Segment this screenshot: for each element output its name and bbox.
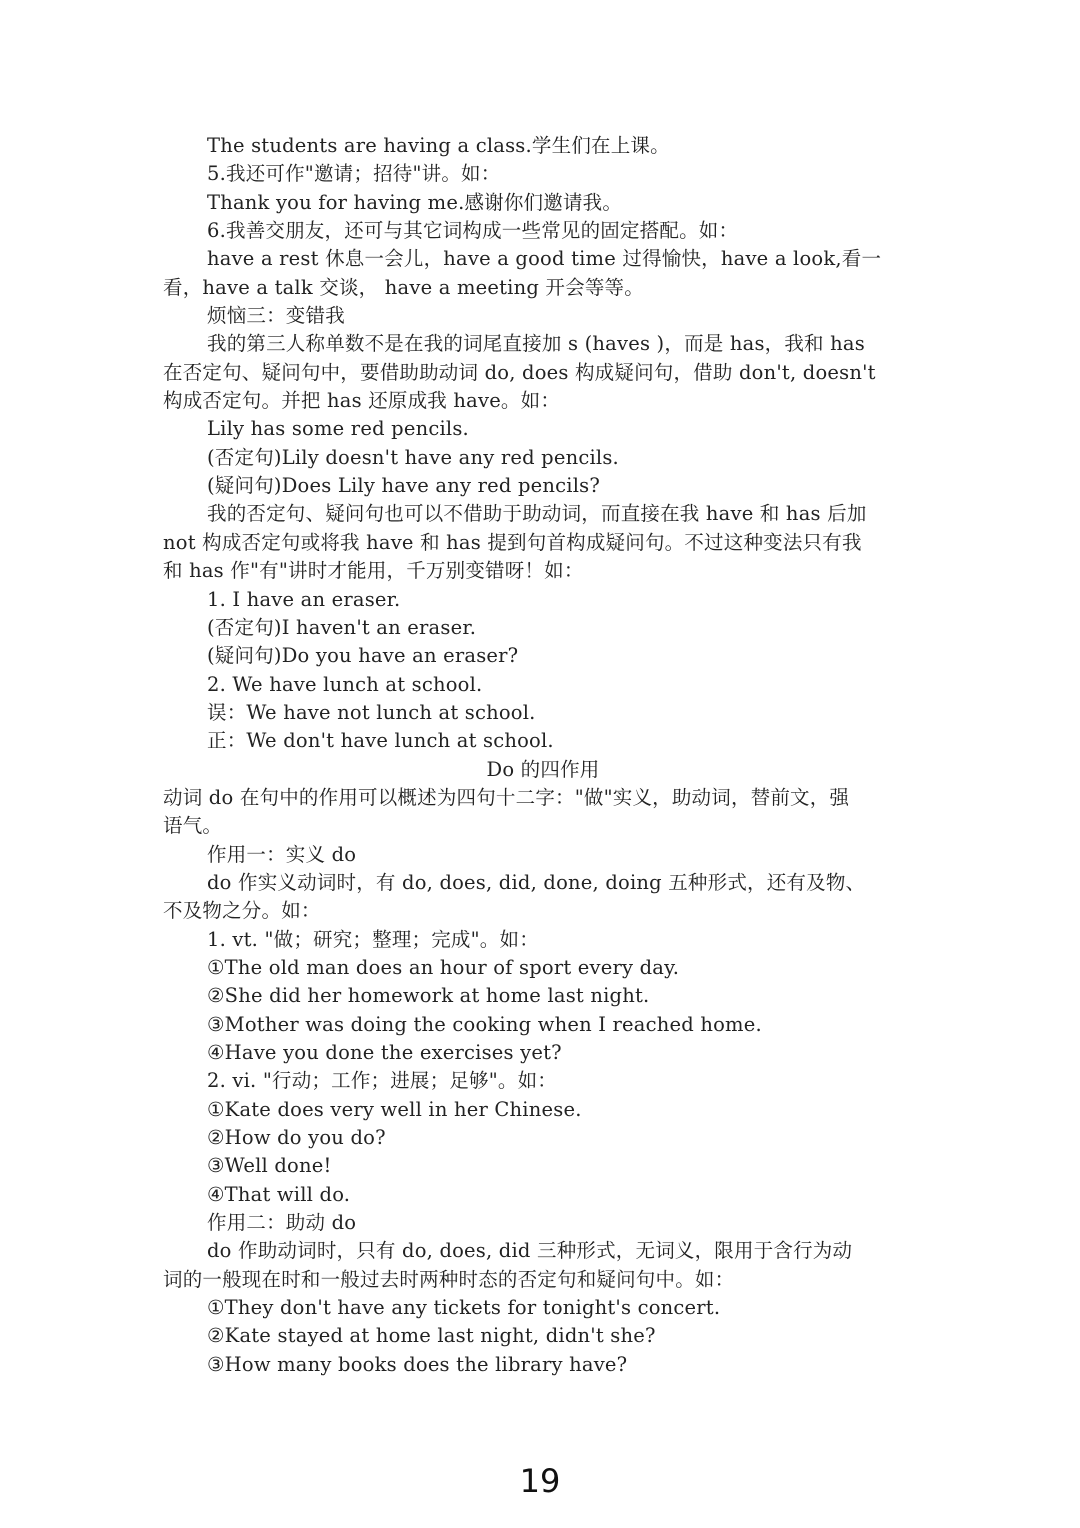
text-line: not 构成否定句或将我 have 和 has 提到句首构成疑问句。不过这种变法只有我 [163,530,862,554]
text-line: 不及物之分。如： [163,899,321,923]
text-line: ③Well done! [207,1154,332,1178]
text-line: ④That will do. [207,1182,351,1206]
text-line: (否定句)I haven't an eraser. [207,615,477,639]
text-line: 我的否定句、疑问句也可以不借助于助动词，而直接在我 have 和 has 后加 [207,502,867,526]
text-line: ③Mother was doing the cooking when I reached home. [207,1012,762,1036]
text-line: ①Kate does very well in her Chinese. [207,1097,582,1121]
text-line: ②She did her homework at home last night. [207,984,650,1008]
text-line: 词的一般现在时和一般过去时两种时态的否定句和疑问句中。如： [163,1267,735,1291]
text-line: 6.我善交朋友，还可与其它词构成一些常见的固定搭配。如： [207,219,739,243]
text-line: 2. We have lunch at school. [207,672,483,696]
text-line: (疑问句)Does Lily have any red pencils? [207,474,600,498]
text-line: ②Kate stayed at home last night, didn't she? [207,1324,656,1348]
text-line: The students are having a class.学生们在上课。 [207,134,670,157]
text-line: ①The old man does an hour of sport every day. [207,955,680,979]
text-line: 烦恼三：变错我 [207,304,345,328]
text-line: 1. vt. "做；研究；整理；完成"。如： [207,927,539,951]
text-line: 动词 do 在句中的作用可以概述为四句十二字："做"实义，助动词，替前文，强 [163,785,850,809]
document-body [163,132,923,1379]
text-line: ③How many books does the library have? [207,1352,628,1376]
text-line: ①They don't have any tickets for tonight's concert. [207,1296,721,1320]
text-line: ④Have you done the exercises yet? [207,1041,562,1064]
text-line: 看，have a talk 交谈， have a meeting 开会等等。 [163,275,644,299]
page-number: 19 [519,1462,561,1500]
text-line: 作用二：助动 do [207,1211,357,1235]
text-line: 作用一：实义 do [207,842,357,866]
text-line: (疑问句)Do you have an eraser? [207,644,519,668]
text-line: 1. I have an eraser. [207,587,401,611]
text-line: have a rest 休息一会儿，have a good time 过得愉快，have a look,看一 [207,247,882,271]
text-line: 在否定句、疑问句中，要借助助动词 do, does 构成疑问句，借助 don't, doesn't [163,360,876,384]
text-line: (否定句)Lily doesn't have any red pencils. [207,445,619,469]
text-line: do 作助动词时，只有 do, does, did 三种形式，无词义，限用于含行为动 [207,1239,853,1263]
text-line: 2. vi. "行动；工作；进展；足够"。如： [207,1069,557,1093]
text-line: 构成否定句。并把 has 还原成我 have。如： [163,389,561,413]
text-line: do 作实义动词时，有 do, does, did, done, doing 五种形式，还有及物、 [207,870,866,894]
text-line: Lily has some red pencils. [207,417,469,441]
text-line: ②How do you do? [207,1126,386,1150]
text-line: 误：We have not lunch at school. [207,700,536,724]
text-line: Do 的四作用 [486,757,600,781]
text-line: 和 has 作"有"讲时才能用，千万别变错呀！如： [163,559,584,583]
text-line: 正：We don't have lunch at school. [207,729,554,753]
text-line: 5.我还可作"邀请；招待"讲。如： [207,162,501,186]
text-line: 语气。 [163,814,223,838]
text-line: 我的第三人称单数不是在我的词尾直接加 s (haves )，而是 has，我和 has [207,332,865,356]
text-line: Thank you for having me.感谢你们邀请我。 [207,190,623,214]
